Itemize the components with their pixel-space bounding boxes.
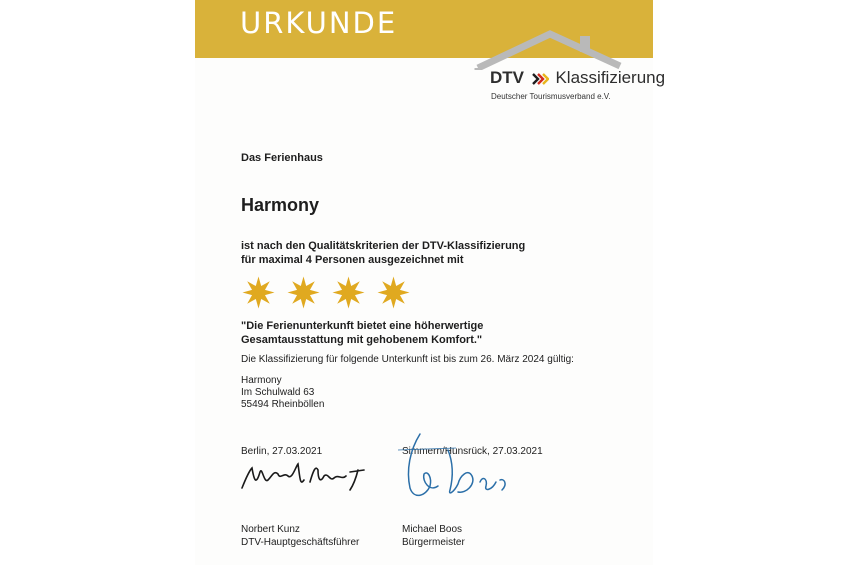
quote-line-2: Gesamtausstattung mit gehobenem Komfort." xyxy=(241,334,483,346)
statement-line-2: für maximal 4 Personen ausgezeichnet mit xyxy=(241,254,464,266)
certificate-title: URKUNDE xyxy=(240,6,398,40)
house-roof-logo xyxy=(470,28,640,70)
left-place-date: Berlin, 27.03.2021 xyxy=(241,446,323,457)
address-street: Im Schulwald 63 xyxy=(241,387,315,398)
right-place-date: Simmern/Hunsrück, 27.03.2021 xyxy=(402,446,543,457)
address-city: 55494 Rheinböllen xyxy=(241,399,325,410)
address-name: Harmony xyxy=(241,375,282,386)
dtv-subtitle: Deutscher Tourismusverband e.V. xyxy=(491,92,611,101)
left-signature xyxy=(238,458,378,498)
right-signature xyxy=(396,430,516,510)
statement-line-1: ist nach den Qualitätskriterien der DTV-Klassifizierung xyxy=(241,240,526,252)
right-signer-role: Bürgermeister xyxy=(402,537,465,548)
star-icon xyxy=(377,276,410,309)
star-rating xyxy=(242,276,410,309)
intro-text: Das Ferienhaus xyxy=(241,152,323,164)
star-icon xyxy=(287,276,320,309)
star-icon xyxy=(332,276,365,309)
dtv-brand: DTV xyxy=(490,68,524,87)
dtv-name: Klassifizierung xyxy=(555,68,666,87)
property-name: Harmony xyxy=(241,195,320,215)
left-signer-name: Norbert Kunz xyxy=(241,524,300,535)
validity-text: Die Klassifizierung für folgende Unterkunft ist bis zum 26. März 2024 gültig: xyxy=(241,354,574,365)
star-icon xyxy=(242,276,275,309)
left-signer-role: DTV-Hauptgeschäftsführer xyxy=(241,537,360,548)
chevron-arrows-icon xyxy=(531,72,549,86)
quote-line-1: "Die Ferienunterkunft bietet eine höherwertige xyxy=(241,320,484,332)
right-signer-name: Michael Boos xyxy=(402,524,463,535)
dtv-logo xyxy=(490,68,665,88)
